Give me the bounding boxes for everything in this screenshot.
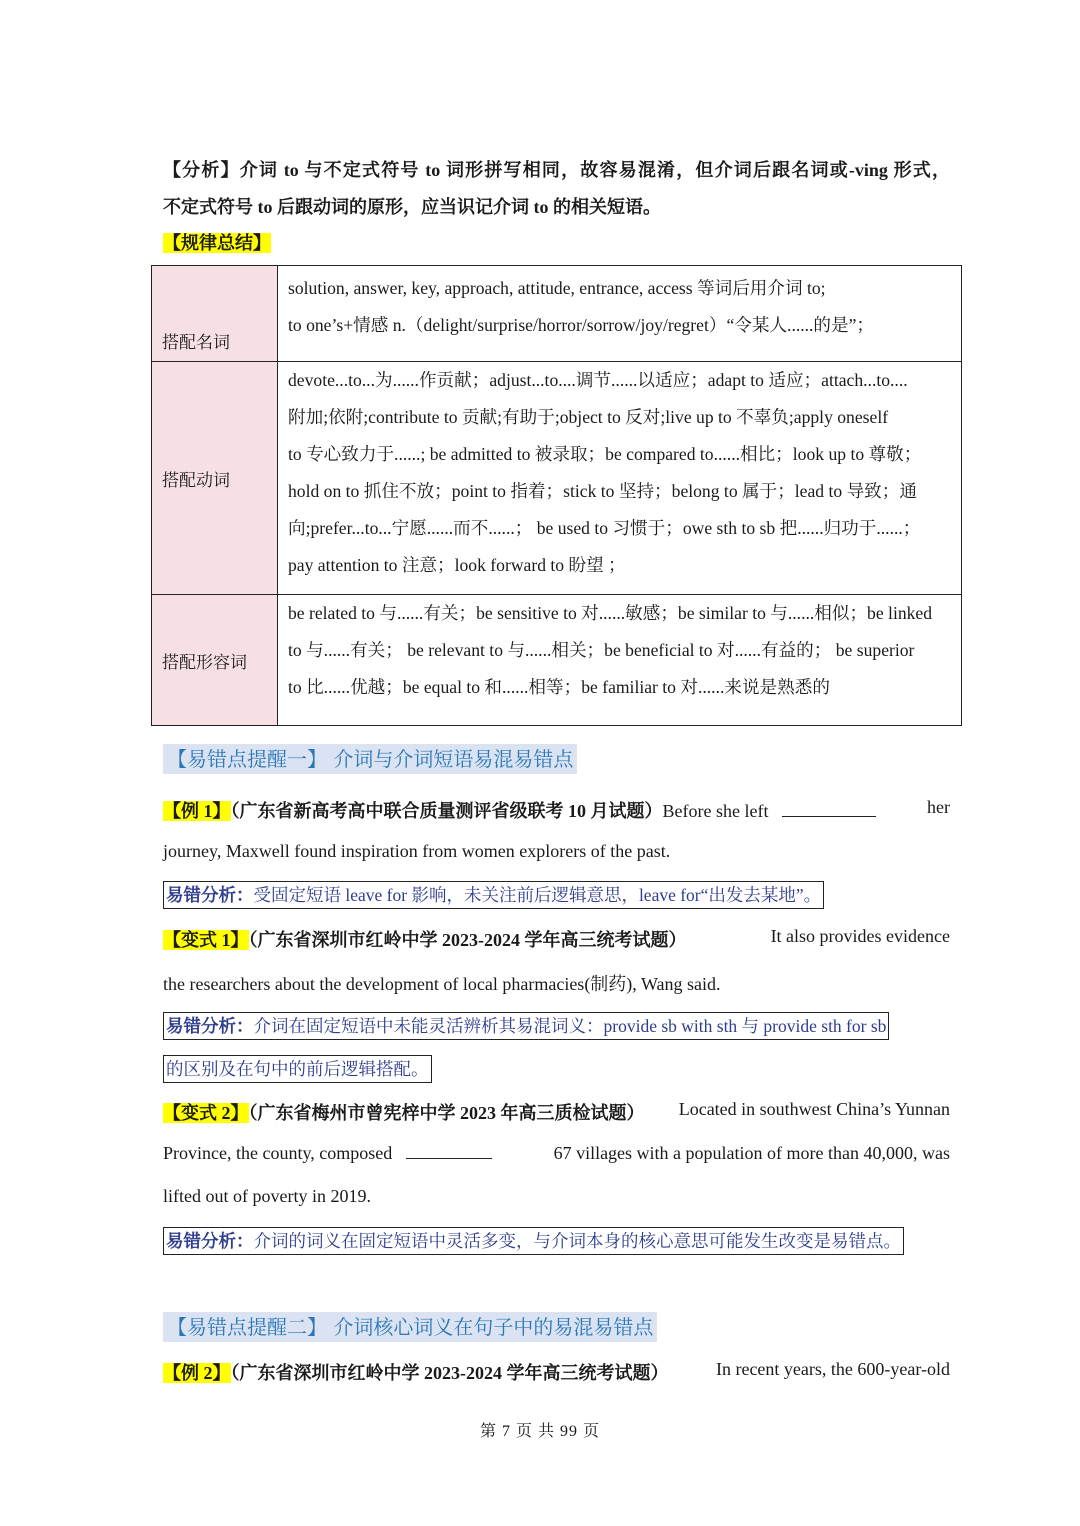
row-content-verbs	[278, 362, 962, 595]
variant2-text-b1: Province, the county, composed	[163, 1143, 393, 1163]
variant1-tag: 【变式 1】	[163, 930, 249, 950]
variant2-analysis-box	[163, 1227, 904, 1255]
table-row	[152, 595, 962, 726]
variant2-line-2	[163, 1143, 950, 1164]
variant2-source: （广东省梅州市曾宪梓中学 2023 年高三质检试题）	[248, 1103, 645, 1123]
summary-label: 【规律总结】	[163, 233, 271, 253]
analysis-line-1: 【分析】介词 to 与不定式符号 to 词形拼写相同，故容易混淆，但介词后跟名词或-ving 形式，	[163, 160, 950, 180]
table-row	[152, 266, 962, 362]
variant2-text-b2: 67 villages with a population of more than 40,000, was	[553, 1143, 950, 1163]
analysis-line-2: 不定式符号 to 后跟动词的原形，应当识记介词 to 的相关短语。	[163, 197, 661, 217]
analysis-label: 易错分析：	[166, 885, 254, 905]
verbs-line-3: to 专心致力于......; be admitted to 被录取；be compared to......相比；look up to 尊敬；	[288, 444, 922, 464]
adjectives-line-2: to 与......有关； be relevant to 与......相关；be beneficial to 对......有益的； be superior	[288, 640, 915, 660]
variant1-line-1	[163, 926, 950, 952]
nouns-line-2: to one’s+情感 n.（delight/surprise/horror/sorrow/joy/regret）“令某人......的是”；	[288, 315, 875, 335]
rules-table	[151, 265, 962, 726]
example1-line-2: journey, Maxwell found inspiration from women explorers of the past.	[163, 841, 671, 861]
example2-text-a: In recent years, the 600-year-old	[715, 1359, 950, 1379]
verbs-line-2: 附加;依附;contribute to 贡献;有助于;object to 反对;live up to 不辜负;apply oneself	[288, 407, 889, 427]
variant1-line-2: the researchers about the development of local pharmacies(制药), Wang said.	[163, 974, 721, 994]
example1-text-a: Before she left	[662, 801, 769, 821]
page-footer: 第 7 页 共 99 页	[479, 1423, 600, 1440]
answer-blank[interactable]	[782, 802, 876, 817]
variant1-analysis-text: 介词在固定短语中未能灵活辨析其易混词义：provide sb with sth 与 provide sth for sb	[253, 1016, 887, 1036]
variant1-text-a: It also provides evidence	[770, 926, 950, 946]
analysis-label: 易错分析：	[166, 1016, 254, 1036]
variant1-source: （广东省深圳市红岭中学 2023-2024 学年高三统考试题）	[248, 930, 687, 950]
example2-line-1	[163, 1359, 950, 1385]
variant2-line-3: lifted out of poverty in 2019.	[163, 1186, 371, 1206]
row-label-nouns: 搭配名词	[152, 266, 278, 362]
row-label-adjectives: 搭配形容词	[152, 595, 278, 726]
section-title-2: 【易错点提醒二】 介词核心词义在句子中的易混易错点	[163, 1312, 657, 1342]
verbs-line-5: 向;prefer...to...宁愿......而不......； be used to 习惯于；owe sth to sb 把......归功于......；	[288, 518, 921, 538]
summary-heading	[163, 229, 271, 255]
example1-source: （广东省新高考高中联合质量测评省级联考 10 月试题）	[230, 801, 663, 821]
example2-source: （广东省深圳市红岭中学 2023-2024 学年高三统考试题）	[230, 1363, 669, 1383]
verbs-line-4: hold on to 抓住不放；point to 指着；stick to 坚持；belong to 属于；lead to 导致；通	[288, 481, 917, 501]
variant1-analysis-box	[163, 1012, 889, 1040]
example1-tag: 【例 1】	[163, 801, 231, 821]
answer-blank[interactable]	[406, 1144, 492, 1159]
verbs-line-6: pay attention to 注意；look forward to 盼望 ；	[288, 555, 626, 575]
adjectives-line-3: to 比......优越；be equal to 和......相等；be familiar to 对......来说是熟悉的	[288, 677, 830, 697]
example1-text-b: her	[927, 797, 950, 817]
variant2-analysis-text: 介词的词义在固定短语中灵活多变，与介词本身的核心意思可能发生改变是易错点。	[253, 1231, 901, 1251]
variant1-analysis-text-2: 的区别及在句中的前后逻辑搭配。	[166, 1059, 429, 1079]
row-content-adjectives	[278, 595, 962, 726]
variant1-analysis-box-2	[163, 1055, 432, 1083]
variant2-line-1	[163, 1099, 950, 1125]
nouns-line-1: solution, answer, key, approach, attitude, entrance, access 等词后用介词 to;	[288, 278, 826, 298]
variant2-tag: 【变式 2】	[163, 1103, 249, 1123]
row-label-verbs: 搭配动词	[152, 362, 278, 595]
adjectives-line-1: be related to 与......有关；be sensitive to 对......敏感；be similar to 与......相似；be linked	[288, 603, 933, 623]
variant2-text-a: Located in southwest China’s Yunnan	[678, 1099, 950, 1119]
example1-analysis-box	[163, 881, 824, 909]
verbs-line-1: devote...to...为......作贡献；adjust...to....调节......以适应；adapt to 适应；attach...to....	[288, 370, 908, 390]
row-content-nouns	[278, 266, 962, 362]
example1-analysis-text: 受固定短语 leave for 影响，未关注前后逻辑意思，leave for“出发去某地”。	[253, 885, 822, 905]
analysis-label: 易错分析：	[166, 1231, 254, 1251]
example1-line-1	[163, 797, 950, 823]
example2-tag: 【例 2】	[163, 1363, 231, 1383]
table-row	[152, 362, 962, 595]
section-title-1: 【易错点提醒一】 介词与介词短语易混易错点	[163, 744, 577, 774]
